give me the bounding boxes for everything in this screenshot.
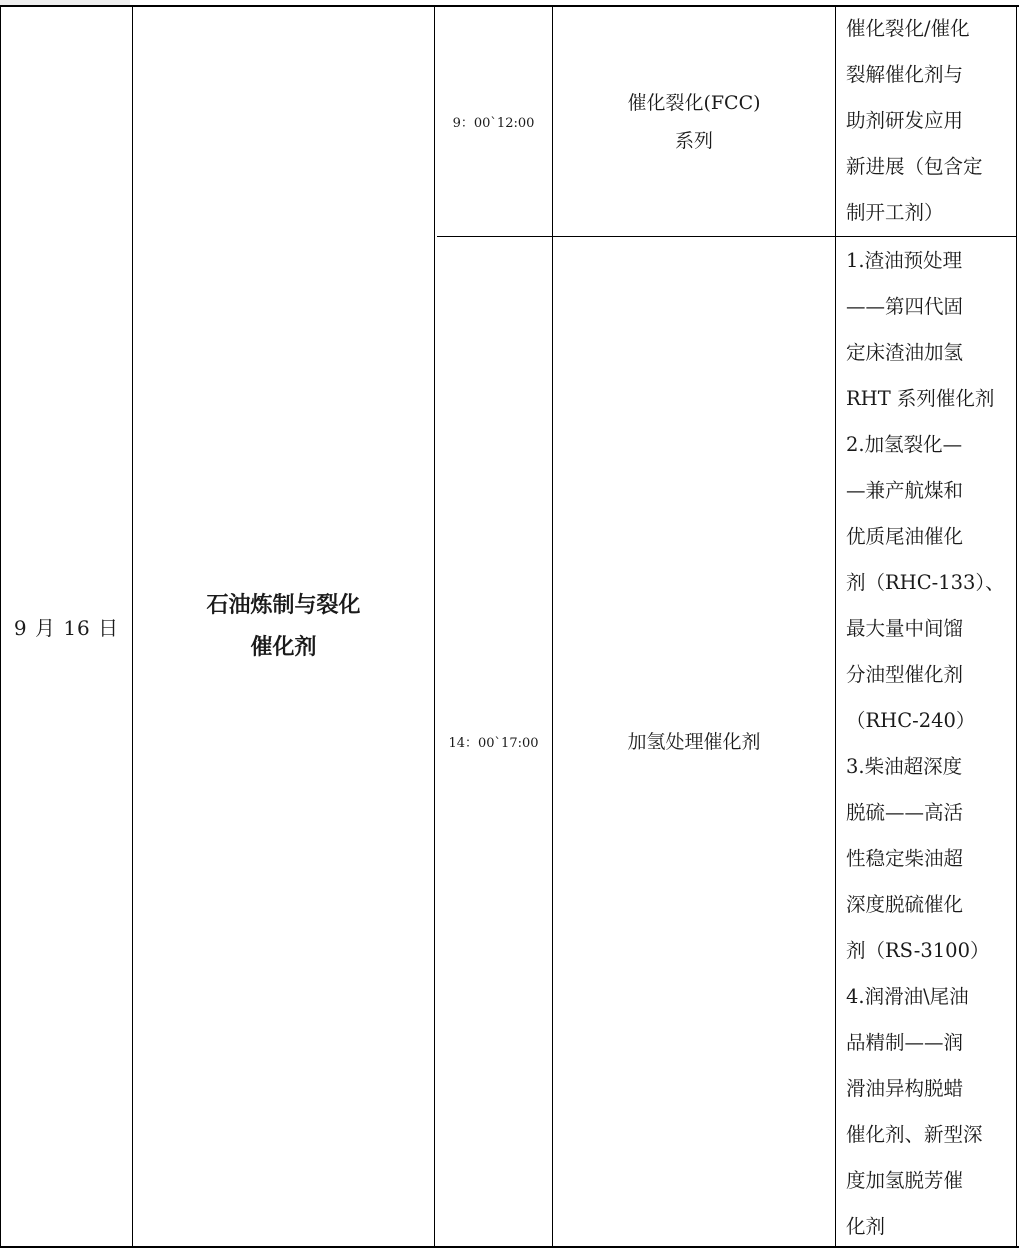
session-2-detail-line: 滑油异构脱蜡 <box>846 1077 964 1100</box>
session-2-detail-line: 深度脱硫催化 <box>846 893 964 916</box>
col-line-5 <box>1016 5 1017 1248</box>
session-1-time: 9：00`12:00 <box>452 116 535 131</box>
session-2-series-line-1: 加氢处理催化剂 <box>627 730 761 753</box>
session-1-series-cell <box>553 7 835 236</box>
session-2-detail-line: 最大量中间馏 <box>846 617 964 640</box>
session-1-detail-line: 催化裂化/催化 <box>846 17 970 40</box>
topic-line-2: 催化剂 <box>250 634 317 660</box>
session-2-detail-line: 性稳定柴油超 <box>846 847 964 870</box>
session-1-detail-line: 制开工剂） <box>846 201 944 224</box>
session-2-detail-line: 优质尾油催化 <box>846 525 964 548</box>
session-2-detail-line: 4.润滑油\尾油 <box>846 985 969 1008</box>
date-text: 9 月 16 日 <box>13 616 120 640</box>
session-1-details <box>846 6 1006 236</box>
topic-cell <box>133 7 434 1246</box>
session-2-detail-line: 2.加氢裂化— <box>846 433 963 456</box>
session-2-time-cell <box>435 237 552 1246</box>
session-1-detail-line: 裂解催化剂与 <box>846 63 964 86</box>
session-1-series-line-2: 系列 <box>674 129 713 152</box>
session-2-detail-line: 度加氢脱芳催 <box>846 1169 964 1192</box>
topic-line-1: 石油炼制与裂化 <box>206 592 361 618</box>
session-2-detail-line: 品精制——润 <box>846 1031 964 1054</box>
session-2-detail-line: RHT 系列催化剂 <box>846 387 995 410</box>
session-2-detail-line: 定床渣油加氢 <box>846 341 964 364</box>
session-1-detail-line: 新进展（包含定 <box>846 155 983 178</box>
date-cell <box>1 7 132 1246</box>
session-2-detail-line: 1.渣油预处理 <box>846 249 963 272</box>
session-1-time-cell <box>435 7 552 236</box>
session-2-detail-line: 分油型催化剂 <box>846 663 964 686</box>
session-1-series-line-1: 催化裂化(FCC) <box>627 91 761 114</box>
session-2-detail-line: 脱硫——高活 <box>846 801 964 824</box>
session-2-detail-line: 剂（RS-3100） <box>846 939 990 962</box>
session-2-details <box>846 238 1006 1250</box>
session-2-series-cell <box>553 237 835 1246</box>
session-2-detail-line: 剂（RHC-133）、 <box>846 571 1005 594</box>
session-2-detail-line: （RHC-240） <box>846 709 976 732</box>
col-line-4 <box>835 5 836 1248</box>
session-2-time: 14：00`17:00 <box>448 736 539 751</box>
session-2-detail-line: 催化剂、新型深 <box>846 1123 983 1146</box>
session-2-detail-line: 3.柴油超深度 <box>846 755 963 778</box>
session-1-detail-line: 助剂研发应用 <box>846 109 964 132</box>
session-2-detail-line: —兼产航煤和 <box>846 479 964 502</box>
session-2-detail-line: 化剂 <box>846 1215 886 1238</box>
session-2-detail-line: ——第四代固 <box>846 295 964 318</box>
